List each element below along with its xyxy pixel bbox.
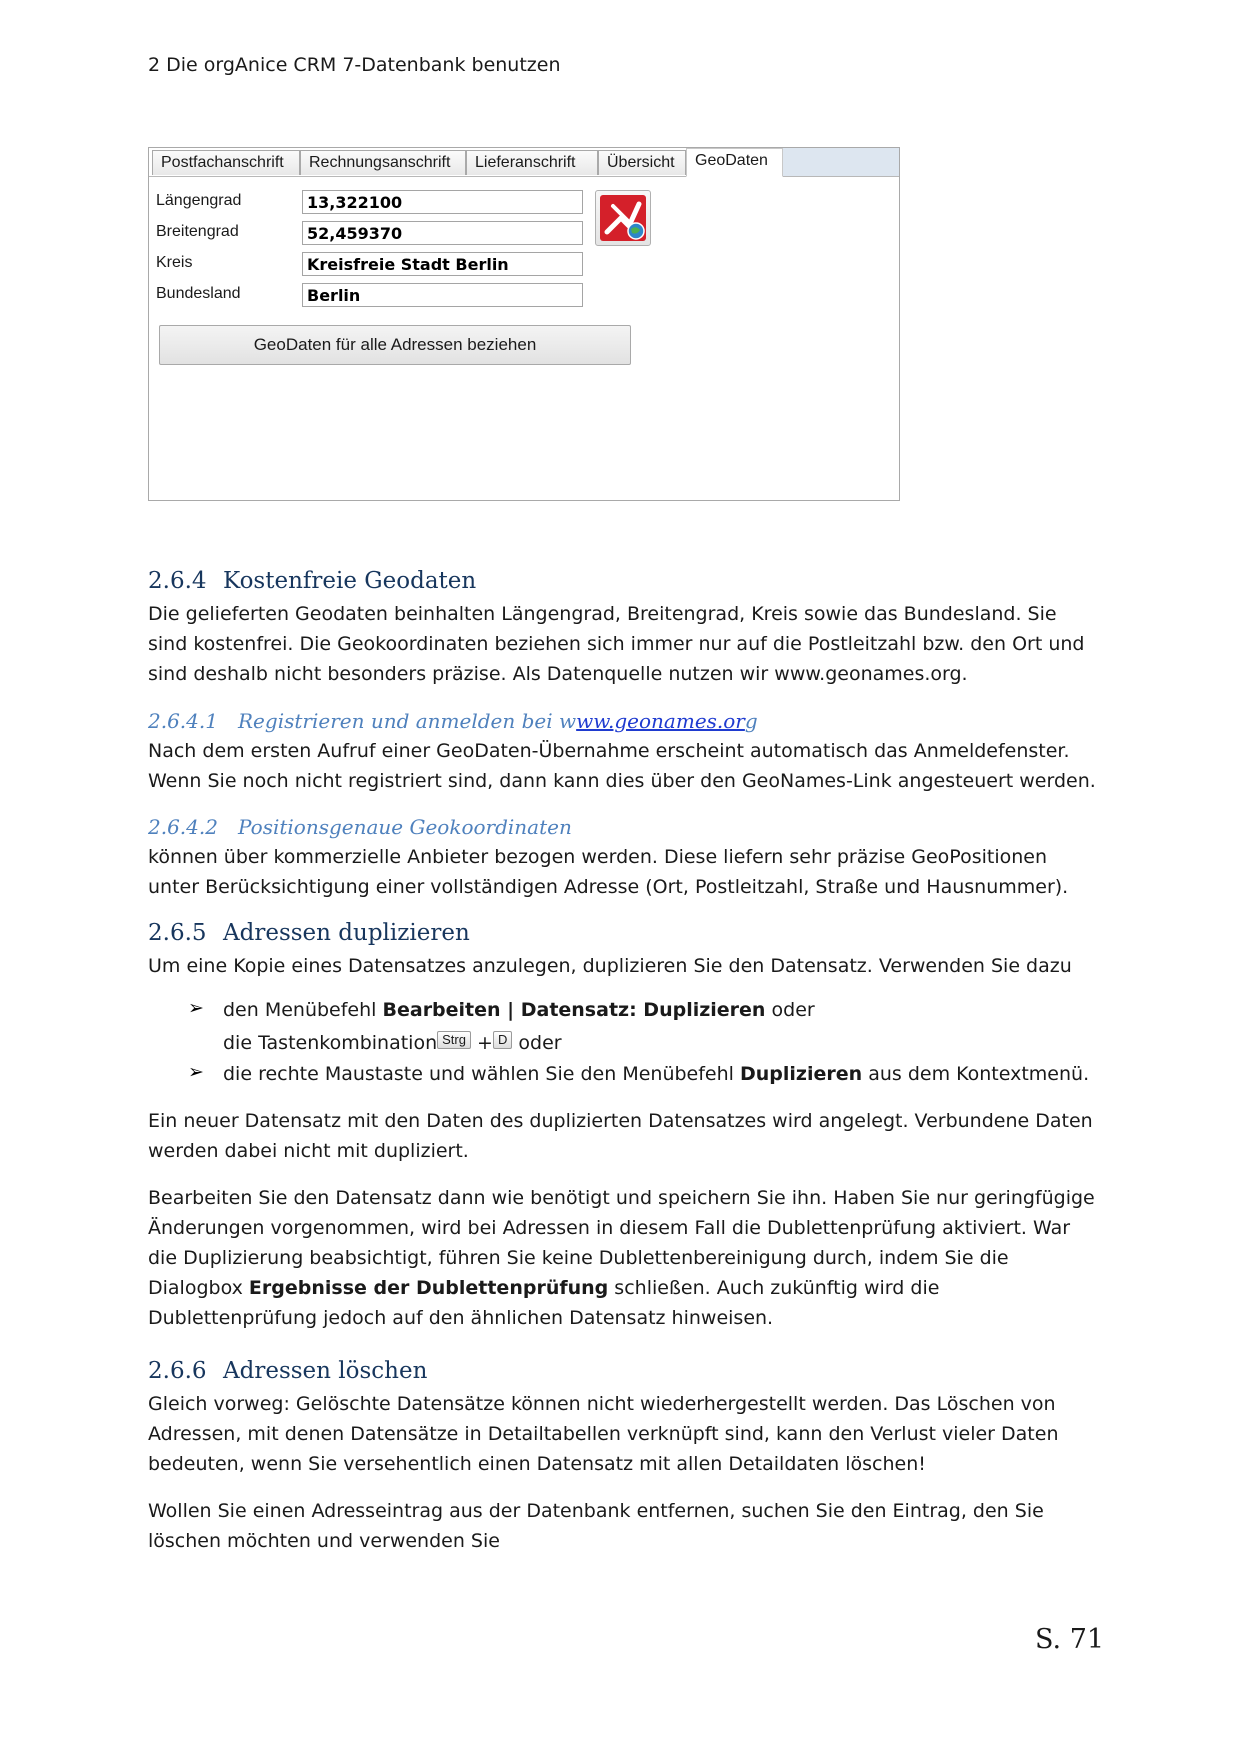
- bullet-shortcut-line: [223, 1028, 562, 1058]
- bullet-arrow: ➢: [188, 1061, 204, 1083]
- page-header: 2 Die orgAnice CRM 7-Datenbank benutzen: [148, 54, 561, 76]
- geodata-map-icon: [599, 194, 647, 242]
- paragraph-2-6-4-1: Nach dem ersten Aufruf einer GeoDaten-Übernahme erscheint automatisch das Anmeldefenster. Wenn Sie noch nicht registriert sind, dann kann dies über den GeoNames-Link angesteuert werden.: [148, 740, 1096, 792]
- bullet-context-menu: [223, 1059, 1089, 1089]
- heading-number: 2.6.4: [148, 568, 207, 594]
- tab-postfachanschrift[interactable]: Postfachanschrift: [152, 150, 300, 175]
- paragraph-text-part: Bearbeiten Sie den Datensatz dann wie benötigt und speichern Sie ihn. Haben Sie nur geringfügige Änderungen vorgenommen, wird bei Adressen in diesem Fall die Dublettenprüfung aktiviert. War die Duplizierung beabsichtigt, führen Sie keine Dublettenbereinigung durch, indem Sie die Dialogbox: [148, 1187, 1095, 1299]
- heading-title: Adressen löschen: [223, 1358, 428, 1384]
- key-d: D: [493, 1031, 512, 1049]
- heading-title: Positionsgenaue Geokoordinaten: [238, 815, 572, 839]
- label-bundesland: Bundesland: [156, 285, 241, 302]
- heading-title: Adressen duplizieren: [223, 920, 470, 946]
- heading-2-6-4-2: [148, 815, 572, 839]
- paragraph-2-6-6-warning: Gleich vorweg: Gelöschte Datensätze können nicht wiederhergestellt werden. Das Löschen von Adressen, mit denen Datensätze in Detailtabellen verknüpft sind, kann den Verlust vieler Daten bedeuten, wenn Sie versehentlich einen Datensatz mit allen Detaildaten löschen!: [148, 1393, 1059, 1475]
- dialog-name-bold: Ergebnisse der Dublettenprüfung: [248, 1277, 609, 1299]
- page-number: S. 71: [1035, 1624, 1105, 1655]
- input-laengengrad[interactable]: 13,322100: [302, 190, 583, 214]
- geodata-map-button[interactable]: [595, 190, 651, 246]
- input-breitengrad[interactable]: 52,459370: [302, 221, 583, 245]
- menu-command-bold: Bearbeiten | Datensatz: Duplizieren: [382, 999, 766, 1021]
- paragraph-2-6-6-instruction: Wollen Sie einen Adresseintrag aus der Datenbank entfernen, suchen Sie den Eintrag, den Sie löschen möchten und verwenden Sie: [148, 1500, 1044, 1552]
- key-strg: Strg: [437, 1031, 471, 1049]
- label-laengengrad: Längengrad: [156, 192, 242, 209]
- bullet-text-part: die rechte Maustaste und wählen Sie den Menübefehl: [223, 1063, 740, 1085]
- heading-2-6-6: [148, 1358, 427, 1384]
- label-kreis: Kreis: [156, 254, 193, 271]
- paragraph-text-part: schließen. Auch zukünftig wird die Dublettenprüfung jedoch auf den ähnlichen Datensatz hinweisen.: [148, 1277, 940, 1329]
- bullet-menu-command: [223, 995, 815, 1025]
- tab-strip-background: [783, 148, 899, 176]
- heading-title: Kostenfreie Geodaten: [223, 568, 477, 594]
- geodata-panel: [148, 147, 900, 501]
- heading-number: 2.6.4.1: [148, 709, 218, 733]
- tab-lieferanschrift[interactable]: Lieferanschrift: [466, 150, 598, 175]
- tab-strip: [149, 148, 899, 177]
- heading-number: 2.6.5: [148, 920, 207, 946]
- heading-2-6-4: [148, 568, 476, 594]
- heading-number: 2.6.4.2: [148, 815, 218, 839]
- bullet-text-part: aus dem Kontextmenü.: [862, 1063, 1090, 1085]
- input-kreis[interactable]: Kreisfreie Stadt Berlin: [302, 252, 583, 276]
- key-plus: +: [477, 1032, 493, 1054]
- label-breitengrad: Breitengrad: [156, 223, 239, 240]
- tab-geodaten[interactable]: GeoDaten: [686, 148, 783, 177]
- bullet-text-part: oder: [518, 1032, 562, 1054]
- bullet-text-part: den Menübefehl: [223, 999, 383, 1021]
- heading-number: 2.6.6: [148, 1358, 207, 1384]
- bullet-arrow: ➢: [188, 997, 204, 1019]
- paragraph-2-6-4-2: können über kommerzielle Anbieter bezogen werden. Diese liefern sehr präzise GeoPositionen unter Berücksichtigung einer vollständigen Adresse (Ort, Postleitzahl, Straße und Hausnummer).: [148, 846, 1069, 898]
- heading-2-6-4-1: [148, 709, 758, 733]
- paragraph-2-6-5-duplicate-check: [148, 1183, 1098, 1333]
- bullet-text-part: die Tastenkombination: [223, 1032, 438, 1054]
- paragraph-2-6-5-intro: Um eine Kopie eines Datensatzes anzulegen, duplizieren Sie den Datensatz. Verwenden Sie dazu: [148, 955, 1072, 977]
- tab-rechnungsanschrift[interactable]: Rechnungsanschrift: [300, 150, 466, 175]
- heading-title-prefix: Registrieren und anmelden bei w: [238, 709, 577, 733]
- tab-uebersicht[interactable]: Übersicht: [598, 150, 686, 175]
- heading-title-suffix: g: [744, 709, 758, 733]
- geonames-link[interactable]: ww.geonames.or: [576, 709, 745, 733]
- input-bundesland[interactable]: Berlin: [302, 283, 583, 307]
- bullet-text-part: oder: [765, 999, 815, 1021]
- heading-2-6-5: [148, 920, 470, 946]
- paragraph-2-6-4: Die gelieferten Geodaten beinhalten Längengrad, Breitengrad, Kreis sowie das Bundesland. Sie sind kostenfrei. Die Geokoordinaten beziehen sich immer nur auf die Postleitzahl bzw. den Ort und sind deshalb nicht besonders präzise. Als Datenquelle nutzen wir www.geonames.org.: [148, 603, 1085, 685]
- geodata-fetch-all-button[interactable]: GeoDaten für alle Adressen beziehen: [159, 325, 631, 365]
- paragraph-2-6-5-result: Ein neuer Datensatz mit den Daten des duplizierten Datensatzes wird angelegt. Verbundene Daten werden dabei nicht mit dupliziert.: [148, 1110, 1093, 1162]
- menu-command-bold: Duplizieren: [739, 1063, 863, 1085]
